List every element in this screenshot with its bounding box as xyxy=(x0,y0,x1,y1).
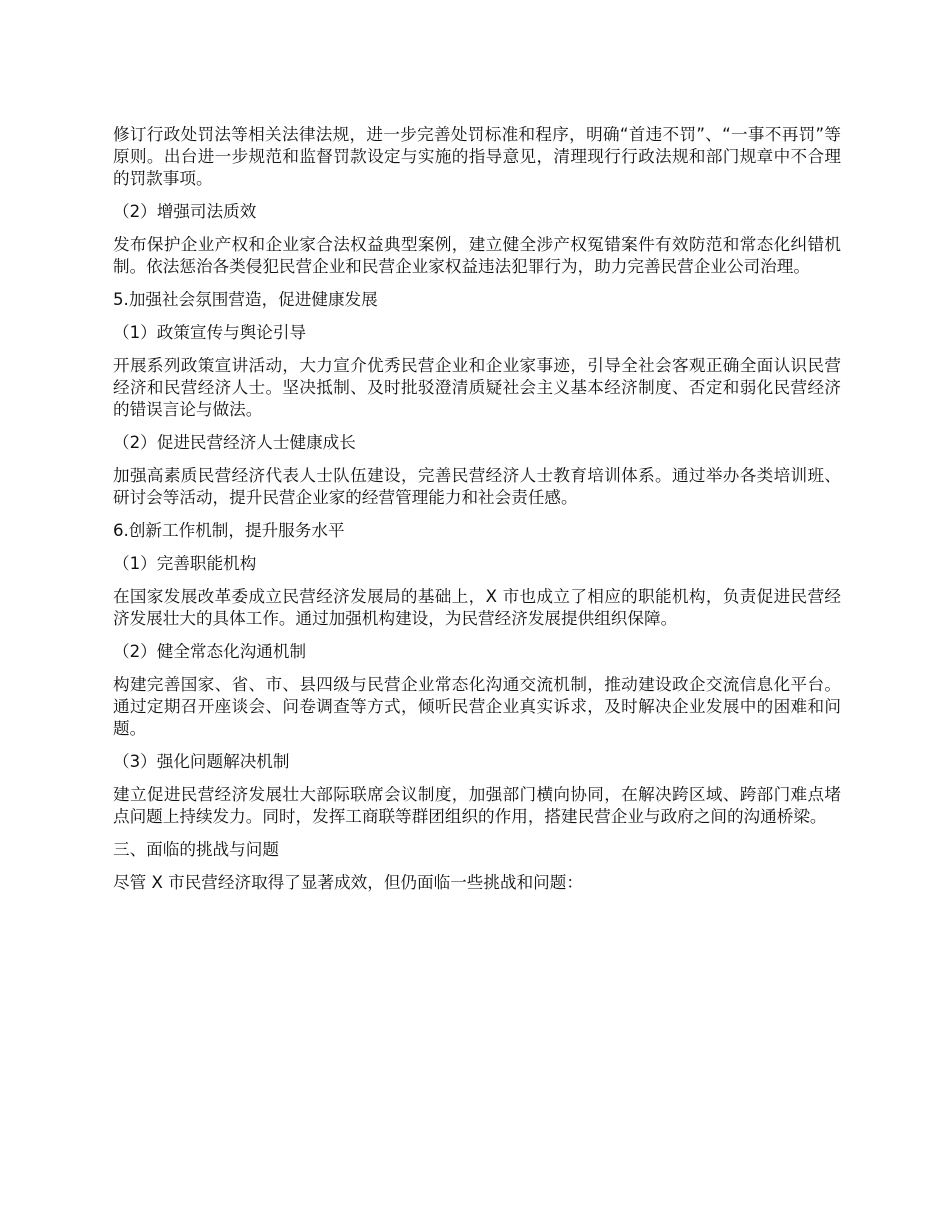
section-heading-6: 6.创新工作机制，提升服务水平 xyxy=(113,521,345,540)
document-page xyxy=(113,124,841,905)
subheading-problem-solving: （3）强化问题解决机制 xyxy=(113,752,290,771)
paragraph-judicial-quality: 发布保护企业产权和企业家合法权益典型案例，建立健全涉产权冤错案件有效防范和常态化纠错机制。依法惩治各类侵犯民营企业和民营企业家权益违法犯罪行为，助力完善民营企业公司治理。 xyxy=(113,235,841,276)
paragraph-policy-publicity: 开展系列政策宣讲活动，大力宣介优秀民营企业和企业家事迹，引导全社会客观正确全面认识民营经济和民营经济人士。坚决抵制、及时批驳澄清质疑社会主义基本经济制度、否定和弱化民营经济的错误言论与做法。 xyxy=(113,356,841,419)
paragraph-healthy-growth: 加强高素质民营经济代表人士队伍建设，完善民营经济人士教育培训体系。通过举办各类培训班、研讨会等活动，提升民营企业家的经营管理能力和社会责任感。 xyxy=(113,466,841,507)
paragraph-problem-solving: 建立促进民营经济发展壮大部际联席会议制度，加强部门横向协同，在解决跨区域、跨部门难点堵点问题上持续发力。同时，发挥工商联等群团组织的作用，搭建民营企业与政府之间的沟通桥梁。 xyxy=(113,785,841,826)
paragraph-penalty-reform: 修订行政处罚法等相关法律法规，进一步完善处罚标准和程序，明确“首违不罚”、“一事不再罚”等原则。出台进一步规范和监督罚款设定与实施的指导意见，清理现行行政法规和部门规章中不合理的罚款事项。 xyxy=(113,125,841,188)
subheading-communication: （2）健全常态化沟通机制 xyxy=(113,642,307,661)
section-heading-5: 5.加强社会氛围营造，促进健康发展 xyxy=(113,290,378,309)
subheading-policy-publicity: （1）政策宣传与舆论引导 xyxy=(113,323,307,342)
subheading-healthy-growth: （2）促进民营经济人士健康成长 xyxy=(113,433,356,452)
paragraph-communication: 构建完善国家、省、市、县四级与民营企业常态化沟通交流机制，推动建设政企交流信息化平台。通过定期召开座谈会、问卷调查等方式，倾听民营企业真实诉求，及时解决企业发展中的困难和问题。 xyxy=(113,675,841,738)
paragraph-functional-agency: 在国家发展改革委成立民营经济发展局的基础上，X 市也成立了相应的职能机构，负责促进民营经济发展壮大的具体工作。通过加强机构建设，为民营经济发展提供组织保障。 xyxy=(113,587,841,628)
paragraph-challenges-intro: 尽管 X 市民营经济取得了显著成效，但仍面临一些挑战和问题： xyxy=(113,873,583,892)
subheading-functional-agency: （1）完善职能机构 xyxy=(113,554,257,573)
subheading-judicial-quality: （2）增强司法质效 xyxy=(113,202,257,221)
section-heading-3: 三、面临的挑战与问题 xyxy=(113,840,279,859)
